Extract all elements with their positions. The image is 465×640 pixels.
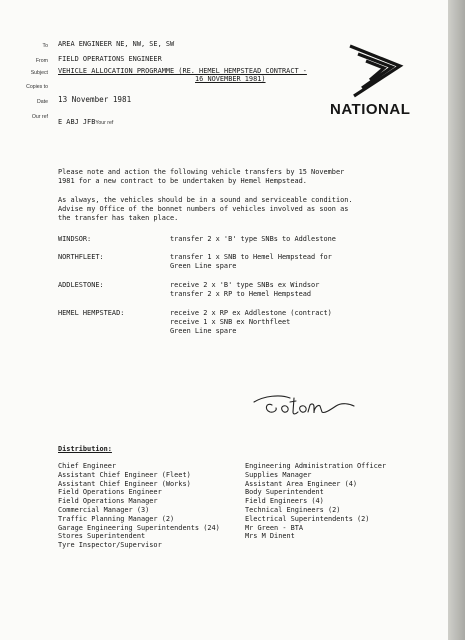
para1-line1: Please note and action the following vehicle transfers by 15 November	[58, 168, 345, 176]
from-label: From	[35, 58, 48, 64]
distribution-item: Tyre Inspector/Supervisor	[58, 541, 162, 550]
distribution-heading: Distribution:	[58, 445, 112, 453]
para2-line2: Advise my Office of the bonnet numbers of vehicles involved as soon as	[58, 205, 349, 213]
transfer-line: receive 1 x SNB ex Northfleet	[170, 318, 291, 326]
distribution-item: Technical Engineers (2)	[245, 505, 341, 514]
depot-windsor: WINDSOR:	[58, 235, 92, 243]
distribution-item: Supplies Manager	[245, 470, 312, 479]
transfer-line: receive 2 x 'B' type SNBs ex Windsor	[170, 281, 320, 289]
distribution-item: Mrs M Dinent	[245, 532, 295, 541]
date-value: 13 November 1981	[58, 95, 132, 104]
distribution-item: Traffic Planning Manager (2)	[58, 514, 175, 523]
to-value: AREA ENGINEER NE, NW, SE, SW	[58, 40, 175, 48]
distribution-item: Field Operations Manager	[58, 497, 158, 506]
copies-label: Copies to	[26, 84, 48, 90]
your-ref-label: Your ref	[95, 120, 114, 126]
distribution-left-list	[58, 462, 220, 550]
distribution-item: Engineering Administration Officer	[245, 462, 387, 470]
page-edge-shadow	[448, 0, 465, 640]
to-label: To	[42, 43, 48, 49]
national-chevron-icon	[340, 42, 412, 100]
transfer-line: Green Line spare	[170, 262, 237, 270]
para2-line3: the transfer has taken place.	[58, 214, 179, 222]
distribution-item: Garage Engineering Superintendents (24)	[58, 523, 220, 532]
our-ref-label: Our ref	[31, 114, 48, 120]
transfer-line: transfer 2 x 'B' type SNBs to Addlestone	[170, 235, 336, 243]
date-label: Date	[37, 99, 48, 105]
distribution-item: Assistant Chief Engineer (Fleet)	[58, 470, 191, 479]
distribution-item: Field Engineers (4)	[245, 497, 324, 506]
transfer-line: transfer 1 x SNB to Hemel Hempstead for	[170, 253, 332, 261]
distribution-item: Stores Superintendent	[58, 532, 146, 541]
from-value: FIELD OPERATIONS ENGINEER	[58, 55, 162, 63]
subject-label: Subject	[30, 70, 48, 76]
subject-line-1: VEHICLE ALLOCATION PROGRAMME (RE. HEMEL HEMPSTEAD CONTRACT -	[58, 67, 307, 75]
subject-line-2: 16 NOVEMBER 1981)	[195, 75, 266, 83]
transfer-line: transfer 2 x RP to Hemel Hempstead	[170, 290, 312, 298]
distribution-item: Assistant Area Engineer (4)	[245, 479, 358, 488]
depot-hemel-hempstead: HEMEL HEMPSTEAD:	[58, 309, 125, 317]
distribution-right-list	[245, 462, 386, 541]
depot-northfleet: NORTHFLEET:	[58, 253, 104, 261]
para1-line2: 1981 for a new contract to be undertaken by Hemel Hempstead.	[58, 177, 307, 185]
distribution-item: Mr Green - BTA	[245, 523, 304, 532]
our-ref-value: E ABJ JFB	[58, 118, 96, 126]
national-logo: NATIONAL	[330, 101, 411, 118]
distribution-item: Assistant Chief Engineer (Works)	[58, 479, 191, 488]
handwritten-signature	[250, 388, 360, 424]
depot-addlestone: ADDLESTONE:	[58, 281, 104, 289]
distribution-item: Body Superintendent	[245, 488, 324, 497]
distribution-item: Field Operations Engineer	[58, 488, 162, 497]
transfer-line: receive 2 x RP ex Addlestone (contract)	[170, 309, 332, 317]
para2-line1: As always, the vehicles should be in a sound and serviceable condition.	[58, 196, 353, 204]
distribution-item: Electrical Superintendents (2)	[245, 514, 370, 523]
distribution-item: Commercial Manager (3)	[58, 505, 150, 514]
distribution-item: Chief Engineer	[58, 462, 117, 470]
ref-line	[58, 111, 113, 129]
transfer-line: Green Line spare	[170, 327, 237, 335]
